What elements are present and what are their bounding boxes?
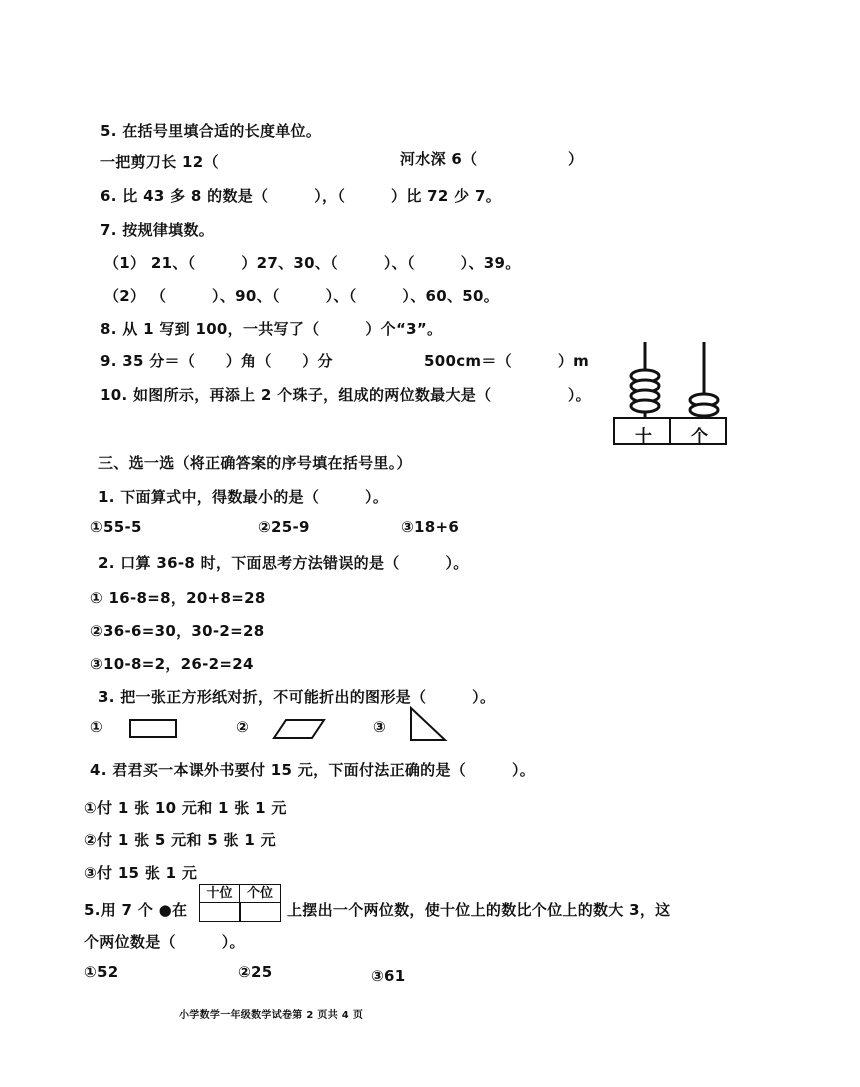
question-5-river-close: ）: [568, 150, 584, 168]
question-7-title: 7. 按规律填数。: [100, 221, 215, 239]
abacus-ones-label: 个: [691, 427, 709, 447]
s3-q4-option-2: ②付 1 张 5 元和 5 张 1 元: [84, 831, 276, 849]
s3-question-3: 3. 把一张正方形纸对折，不可能折出的图形是（ ）。: [98, 688, 496, 706]
s3-q1-option-1: ①55-5: [90, 518, 142, 536]
s3-q2-option-3: ③10-8=2，26-2=24: [90, 655, 254, 673]
s3-question-4: 4. 君君买一本课外书要付 15 元，下面付法正确的是（ ）。: [90, 761, 536, 779]
s3-question-5-part-c: 个两位数是（ ）。: [84, 933, 245, 951]
s3-q4-option-1: ①付 1 张 10 元和 1 张 1 元: [84, 799, 287, 817]
s3-question-5-part-a: 5.用 7 个 ●在: [84, 901, 188, 919]
s3-question-2: 2. 口算 36-8 时，下面思考方法错误的是（ ）。: [98, 554, 469, 572]
s3-q3-option-3: ③: [373, 718, 387, 736]
question-5-scissors: 一把剪刀长 12（: [100, 153, 219, 171]
s3-q3-option-2: ②: [236, 718, 250, 736]
place-value-tens-header: 十位: [200, 885, 240, 903]
question-7-part-1: （1） 21、（ ）27、30、（ ）、（ ）、39。: [104, 254, 521, 272]
triangle-shape-icon: [408, 706, 448, 742]
s3-q2-option-1: ① 16-8=8，20+8=28: [90, 589, 266, 607]
place-value-divider: [239, 903, 241, 921]
s3-q1-option-3: ③18+6: [401, 518, 460, 536]
abacus-figure: [612, 340, 730, 448]
s3-question-5-part-b: 上摆出一个两位数，使十位上的数比个位上的数大 3，这: [287, 901, 671, 919]
abacus-tens-label: 十: [635, 427, 653, 447]
question-5-title: 5. 在括号里填合适的长度单位。: [100, 122, 322, 140]
s3-q4-option-3: ③付 15 张 1 元: [84, 864, 198, 882]
s3-q5-option-3: ③61: [371, 967, 406, 985]
question-5-river: 河水深 6（: [400, 150, 478, 168]
rectangle-shape-icon: [128, 718, 180, 740]
s3-question-1: 1. 下面算式中，得数最小的是（ ）。: [98, 488, 389, 506]
s3-q1-option-2: ②25-9: [258, 518, 310, 536]
place-value-ones-header: 个位: [240, 885, 280, 903]
parallelogram-shape-icon: [272, 717, 328, 741]
question-6: 6. 比 43 多 8 的数是（ ），（ ）比 72 少 7。: [100, 187, 502, 205]
s3-q5-option-2: ②25: [238, 963, 273, 981]
question-9-money: 9. 35 分＝（ ）角（ ）分: [100, 352, 333, 370]
abacus-drawing: [612, 340, 730, 448]
page-footer: 小学数学一年级数学试卷第 2 页共 4 页: [179, 1010, 364, 1021]
s3-q3-option-1: ①: [90, 718, 104, 736]
section-3-title: 三、选一选（将正确答案的序号填在括号里。）: [98, 454, 412, 472]
s3-q2-option-2: ②36-6=30，30-2=28: [90, 622, 265, 640]
question-8: 8. 从 1 写到 100，一共写了（ ）个“3”。: [100, 320, 443, 338]
question-7-part-2: （2） （ ）、90、（ ）、（ ）、60、50。: [104, 287, 500, 305]
question-9-length: 500cm＝（ ）m: [424, 352, 590, 370]
place-value-grid: [199, 884, 281, 922]
s3-q5-option-1: ①52: [84, 963, 119, 981]
question-10: 10. 如图所示，再添上 2 个珠子，组成的两位数最大是（ ）。: [100, 386, 591, 404]
